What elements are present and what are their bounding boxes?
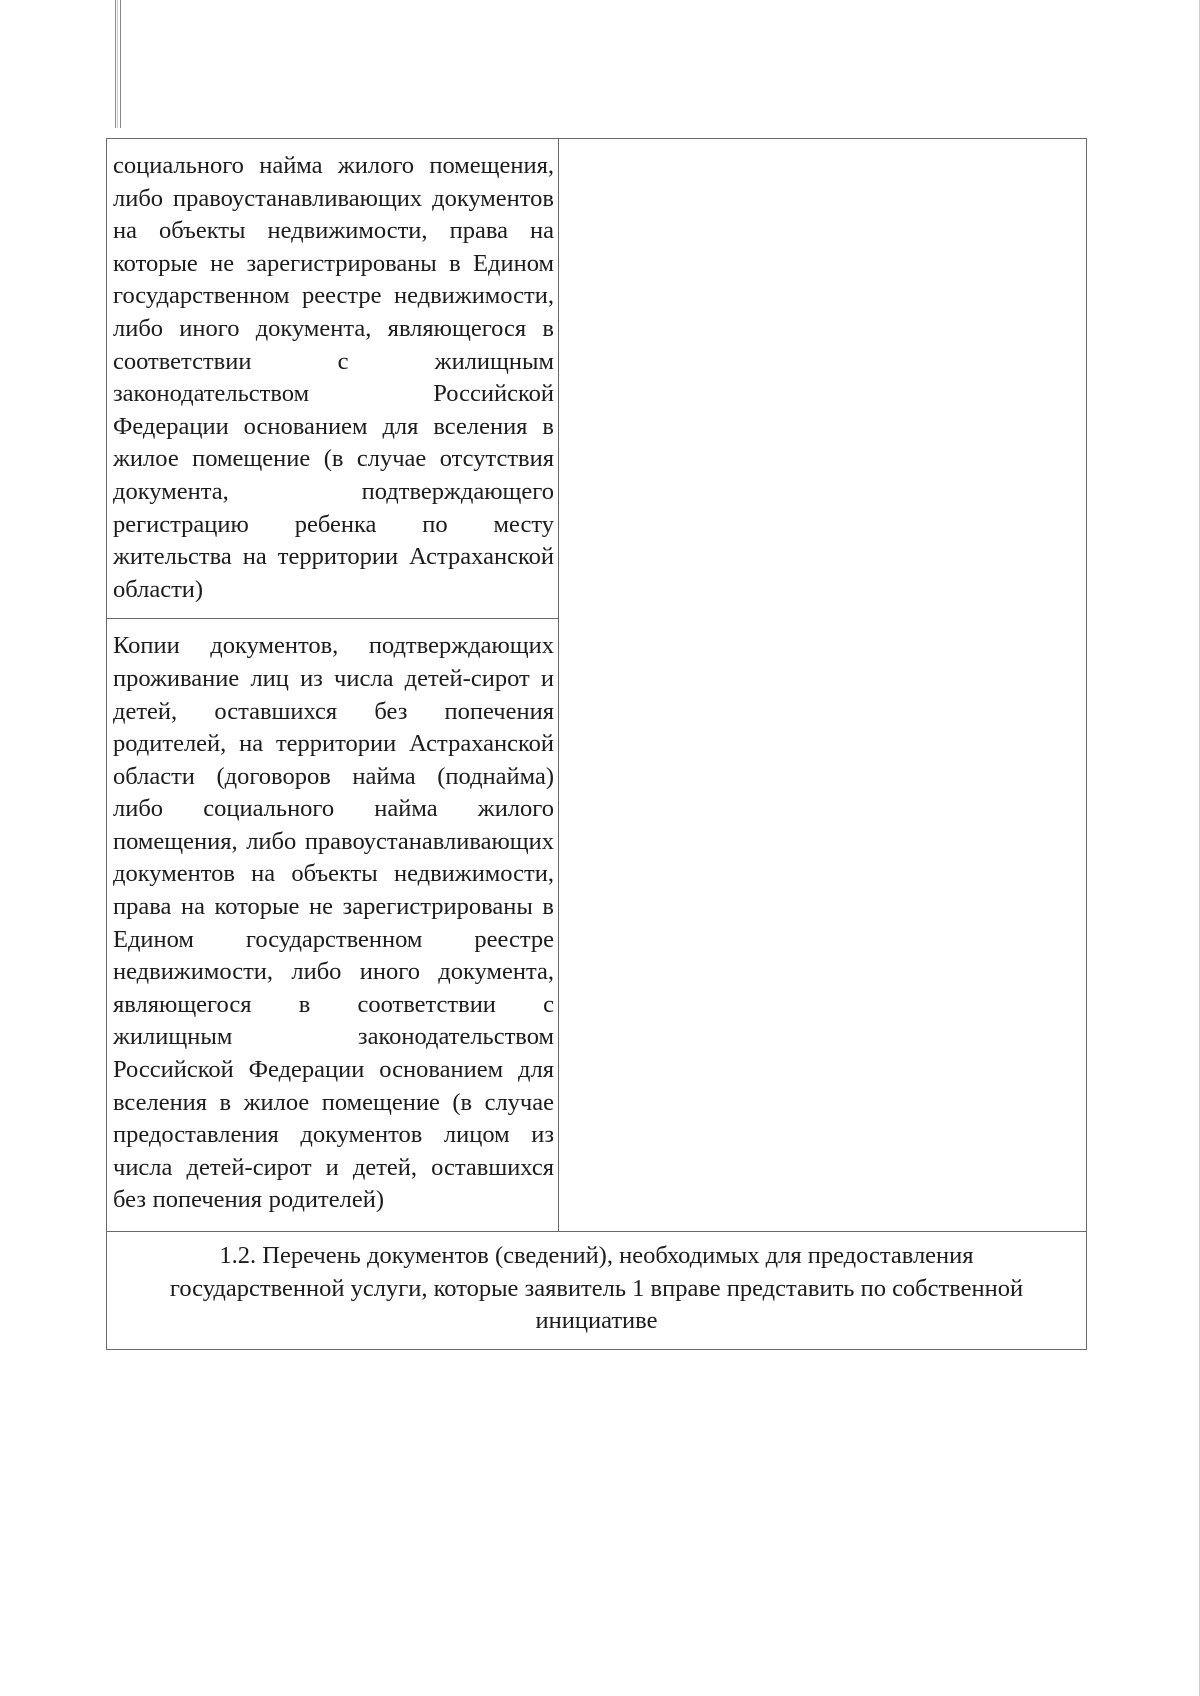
table-cell-left [107,139,559,619]
table-row [107,1232,1087,1350]
document-description-text: Копии документов, подтверждающих проживание лиц из числа детей-сирот и детей, оставшихся без попечения родителей, на территории Астраханской области (договоров найма (поднайма) либо социального найма жилого помещения, либо правоустанавливающих документов на объекты недвижимости, права на которые не зарегистрированы в Едином государственном реестре недвижимости, либо иного документа, являющегося в соответствии с жилищным законодательством Российской Федерации основанием для вселения в жилое помещение (в случае предоставления документов лицом из числа детей-сирот и детей, оставшихся без попечения родителей) [113,632,554,1214]
scan-binding-mark [115,0,121,128]
section-heading: 1.2. Перечень документов (сведений), необходимых для предоставления государственной услуги, которые заявитель 1 вправе представить по собственной инициативе [107,1232,1087,1350]
table-cell-right-empty [559,139,1087,1232]
documents-table [106,138,1087,1350]
table-cell-left [107,619,559,1232]
table-row [107,139,1087,619]
document-description-text: социального найма жилого помещения, либо правоустанавливающих документов на объекты недвижимости, права на которые не зарегистрированы в Едином государственном реестре недвижимости, либо иного документа, являющегося в соответствии с жилищным законодательством Российской Федерации основанием для вселения в жилое помещение (в случае отсутствия документа, подтверждающего регистрацию ребенка по месту жительства на территории Астраханской области) [113,152,554,603]
